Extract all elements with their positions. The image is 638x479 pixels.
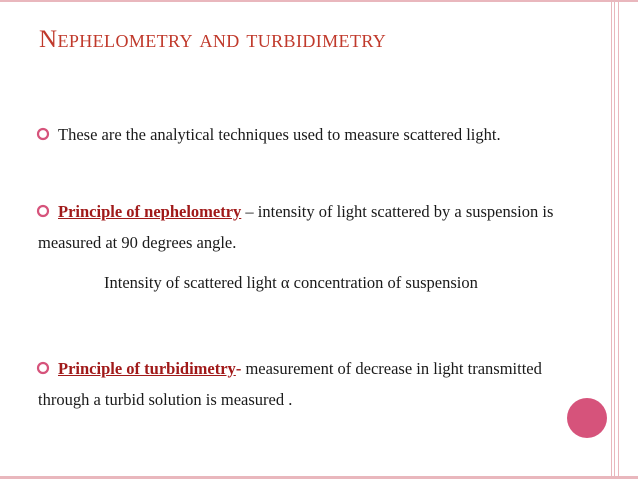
turbidimetry-term: Principle of turbidimetry [58,359,236,378]
bullet-3-text: measurement of decrease in light transmitted through a turbid solution is measured . [38,359,542,409]
slide-title: Nephelometry and turbidimetry [39,26,387,53]
turbidimetry-dash: - [235,359,242,378]
decorative-circle-icon [567,398,607,438]
bullet-paragraph-2 [38,196,578,258]
bullet-1-text: These are the analytical techniques used to measure scattered light. [58,125,501,144]
proportionality-formula: Intensity of scattered light α concentration of suspension [104,273,478,292]
nephelometry-term: Principle of nephelometry [58,202,242,221]
right-decorative-rule [618,0,619,479]
bullet-paragraph-1 [38,119,578,150]
right-decorative-rule [614,0,615,479]
frame-top-border [0,0,638,2]
bullet-2-text: – intensity of light scattered by a suspension is measured at 90 degrees angle. [38,202,554,252]
right-decorative-rule [611,0,612,479]
bullet-paragraph-3 [38,353,578,415]
